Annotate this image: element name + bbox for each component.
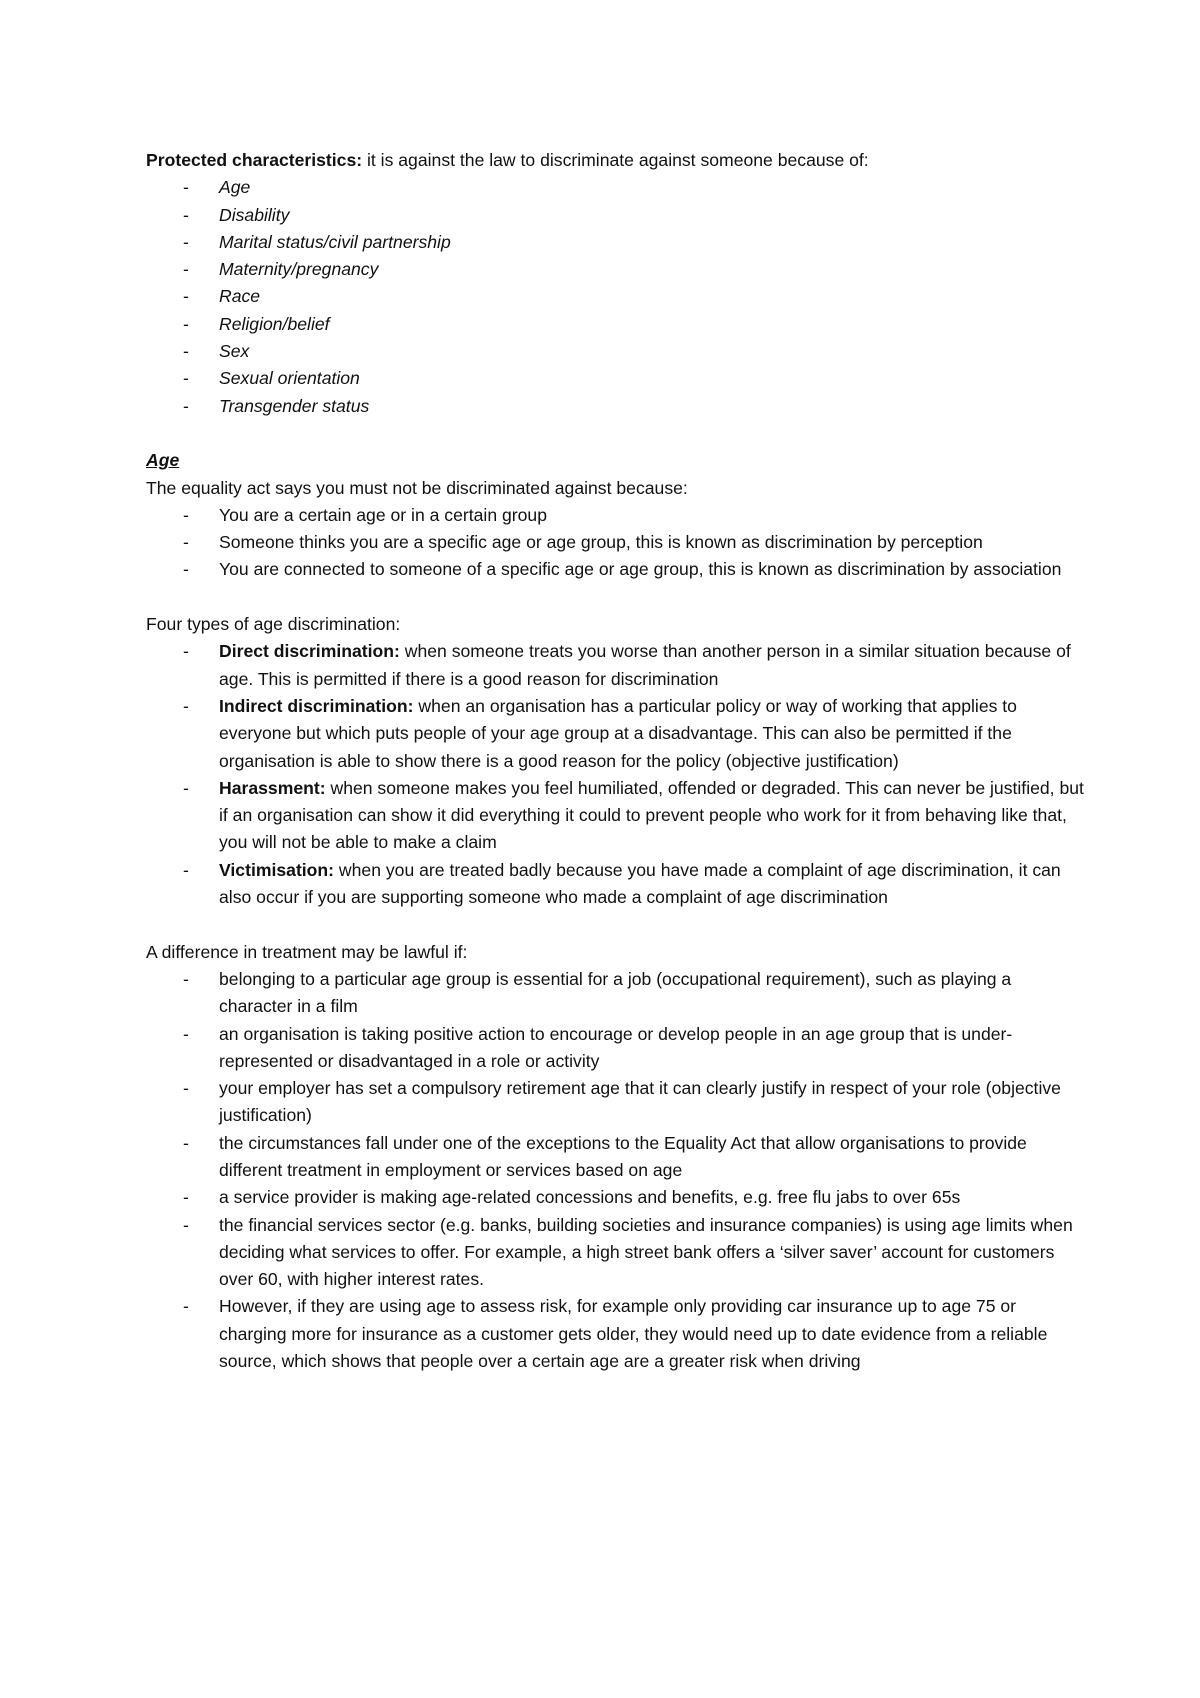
list-item: - belonging to a particular age group is essential for a job (occupational requirement), such as playing a character in a film	[219, 966, 1086, 1021]
list-item: - the financial services sector (e.g. banks, building societies and insurance companies) is using age limits when deciding what services to offer. For example, a high street bank offers a ‘silver saver’ account for customers over 60, with higher interest rates.	[219, 1212, 1086, 1294]
protected-characteristics-intro	[146, 147, 1086, 174]
lawful-list	[146, 966, 1086, 1375]
types-list	[146, 638, 1086, 911]
list-item	[219, 775, 1086, 857]
spacer	[146, 584, 1086, 611]
document-page	[146, 147, 1086, 1375]
list-item: - Transgender status	[219, 393, 1086, 420]
protected-characteristics-text: it is against the law to discriminate against someone because of:	[362, 150, 869, 170]
list-item: - Religion/belief	[219, 311, 1086, 338]
age-heading: Age	[146, 450, 180, 471]
list-item: - Sex	[219, 338, 1086, 365]
list-item: - an organisation is taking positive action to encourage or develop people in an age group that is under-represented or disadvantaged in a role or activity	[219, 1021, 1086, 1076]
list-item: - Maternity/pregnancy	[219, 256, 1086, 283]
list-item: - You are connected to someone of a specific age or age group, this is known as discrimination by association	[219, 556, 1086, 583]
protected-characteristics-label: Protected characteristics:	[146, 150, 363, 170]
list-item: - Age	[219, 174, 1086, 201]
list-item: - Race	[219, 283, 1086, 310]
list-item	[219, 638, 1086, 693]
spacer	[146, 420, 1086, 447]
types-intro: Four types of age discrimination:	[146, 614, 401, 635]
type-label: Harassment:	[219, 777, 326, 798]
list-item: - a service provider is making age-related concessions and benefits, e.g. free flu jabs to over 65s	[219, 1184, 1086, 1211]
lawful-intro: A difference in treatment may be lawful if:	[146, 941, 468, 962]
type-text: when someone treats you worse than another person in a similar situation because of age. This is permitted if there is a good reason for discrimination	[219, 641, 1071, 689]
list-item: - You are a certain age or in a certain group	[219, 502, 1086, 529]
list-item: - Sexual orientation	[219, 365, 1086, 392]
type-label: Indirect discrimination:	[219, 695, 414, 716]
list-item: - However, if they are using age to assess risk, for example only providing car insurance up to age 75 or charging more for insurance as a customer gets older, they would need up to date evidence from a reliable source, which shows that people over a certain age are a greater risk when driving	[219, 1293, 1086, 1375]
list-item	[219, 857, 1086, 912]
list-item: - your employer has set a compulsory retirement age that it can clearly justify in respect of your role (objective justification)	[219, 1075, 1086, 1130]
list-item: - Disability	[219, 202, 1086, 229]
protected-characteristics-list	[146, 174, 1086, 420]
type-label: Direct discrimination:	[219, 641, 400, 662]
list-item: - Marital status/civil partnership	[219, 229, 1086, 256]
type-text: when someone makes you feel humiliated, offended or degraded. This can never be justified, but if an organisation can show it did everything it could to prevent people who work for it from behaving like that, you will not be able to make a claim	[219, 777, 1084, 853]
age-intro: The equality act says you must not be discriminated against because:	[146, 477, 688, 498]
type-text: when you are treated badly because you have made a complaint of age discrimination, it can also occur if you are supporting someone who made a complaint of age discrimination	[219, 859, 1061, 908]
list-item: - the circumstances fall under one of the exceptions to the Equality Act that allow organisations to provide different treatment in employment or services based on age	[219, 1130, 1086, 1185]
type-text: when an organisation has a particular policy or way of working that applies to everyone but which puts people of your age group at a disadvantage. This can also be permitted if the organisation is able to show there is a good reason for the policy (objective justification)	[219, 695, 1017, 771]
list-item: - Someone thinks you are a specific age or age group, this is known as discrimination by perception	[219, 529, 1086, 556]
age-list	[146, 502, 1086, 584]
type-label: Victimisation:	[219, 859, 335, 880]
list-item	[219, 693, 1086, 775]
spacer	[146, 911, 1086, 938]
